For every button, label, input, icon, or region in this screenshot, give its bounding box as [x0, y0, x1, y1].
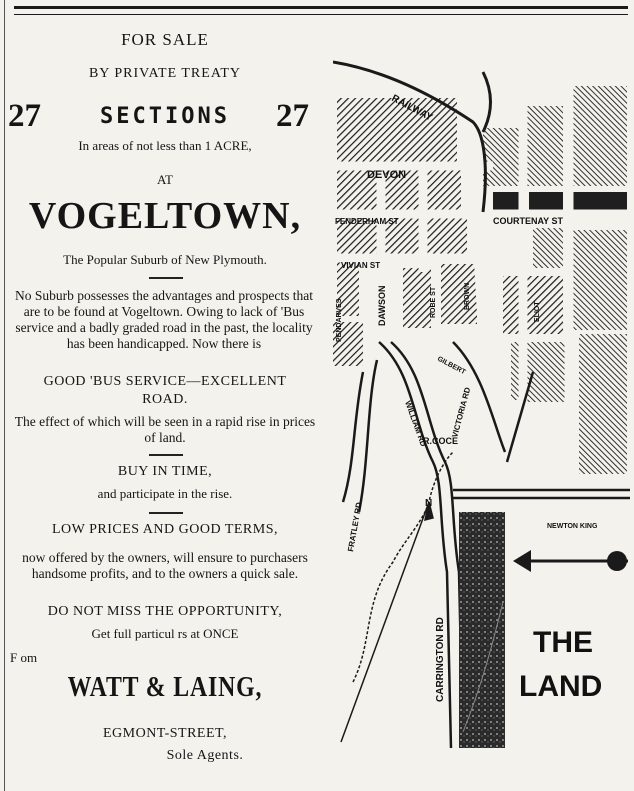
good-bus-line: GOOD 'BUS SERVICE—EXCELLENT [43, 374, 287, 389]
gilbert-label: GILBERT [436, 355, 467, 377]
private-treaty-heading: BY PRIVATE TREATY [88, 66, 242, 81]
fratley-label: FRATLEY RD [346, 501, 364, 553]
divider [149, 277, 183, 279]
do-not-miss-line: DO NOT MISS THE OPPORTUNITY, [47, 604, 283, 619]
buy-in-time: BUY IN TIME, [117, 464, 213, 479]
for-sale-heading: FOR SALE [121, 30, 209, 49]
effect-paragraph: The effect of which will be seen in a rapid rise in prices of land. [14, 414, 316, 445]
street-line: EGMONT-STREET, [102, 726, 228, 741]
land-label: LAND [519, 670, 603, 703]
victoria-label: VICTORIA RD [450, 386, 473, 439]
dawson-label: DAWSON [377, 285, 387, 326]
from-line: F om [10, 650, 38, 665]
at-line: AT [157, 172, 173, 187]
vivian-label: VIVIAN ST [341, 261, 381, 270]
get-full-line: Get full particul rs at ONCE [91, 626, 239, 641]
divider [149, 454, 183, 456]
agents-name: WATT & LAING, [67, 672, 263, 703]
robe-label: ROBE ST [430, 286, 437, 318]
count-left: 27 [8, 98, 41, 134]
north-label: N [425, 498, 433, 509]
brown-label: BROWN [464, 282, 471, 310]
areas-line: In areas of not less than 1 ACRE, [78, 138, 252, 153]
fenderham-label: FENDERHAM ST [335, 217, 399, 226]
intro-paragraph: No Suburb possesses the advantages and prospects that are to be found at Vogeltown. Owing to lack of 'Bus service and a badly graded road in the past, the locality has been handicapped. Now there is [14, 288, 314, 351]
suburb-line: The Popular Suburb of New Plymouth. [63, 252, 267, 267]
sole-agents-line: Sole Agents. [166, 748, 244, 763]
newton-king-label: NEWTON KING [547, 523, 598, 530]
place-heading: VOGELTOWN, [28, 195, 302, 237]
railway-label: RAILWAY [389, 92, 435, 124]
low-prices-line: LOW PRICES AND GOOD TERMS, [51, 522, 278, 537]
carrington-label: CARRINGTON RD [435, 617, 446, 702]
racecourse-label: R.COCE [423, 436, 459, 446]
pointer-arrow [513, 550, 628, 572]
eliot-label: ELIOT [534, 301, 541, 322]
sections-heading: SECTIONS [100, 104, 230, 129]
divider [149, 512, 183, 514]
william-label: WILLIAM RD [403, 399, 428, 448]
top-rule [14, 6, 628, 15]
location-map [333, 42, 630, 748]
courtenay-label: COURTENAY ST [493, 216, 564, 226]
the-land-parcel [459, 512, 505, 748]
devon-label: DEVON [367, 169, 407, 181]
pendarves-label: PENDARVES [336, 298, 343, 342]
count-right: 27 [276, 98, 309, 134]
offered-paragraph: now offered by the owners, will ensure to purchasers handsome profits, and to the owners a quick sale. [22, 550, 308, 581]
the-label: THE [533, 626, 593, 659]
road-line: ROAD. [142, 392, 188, 407]
participate-line: and participate in the rise. [97, 486, 233, 501]
